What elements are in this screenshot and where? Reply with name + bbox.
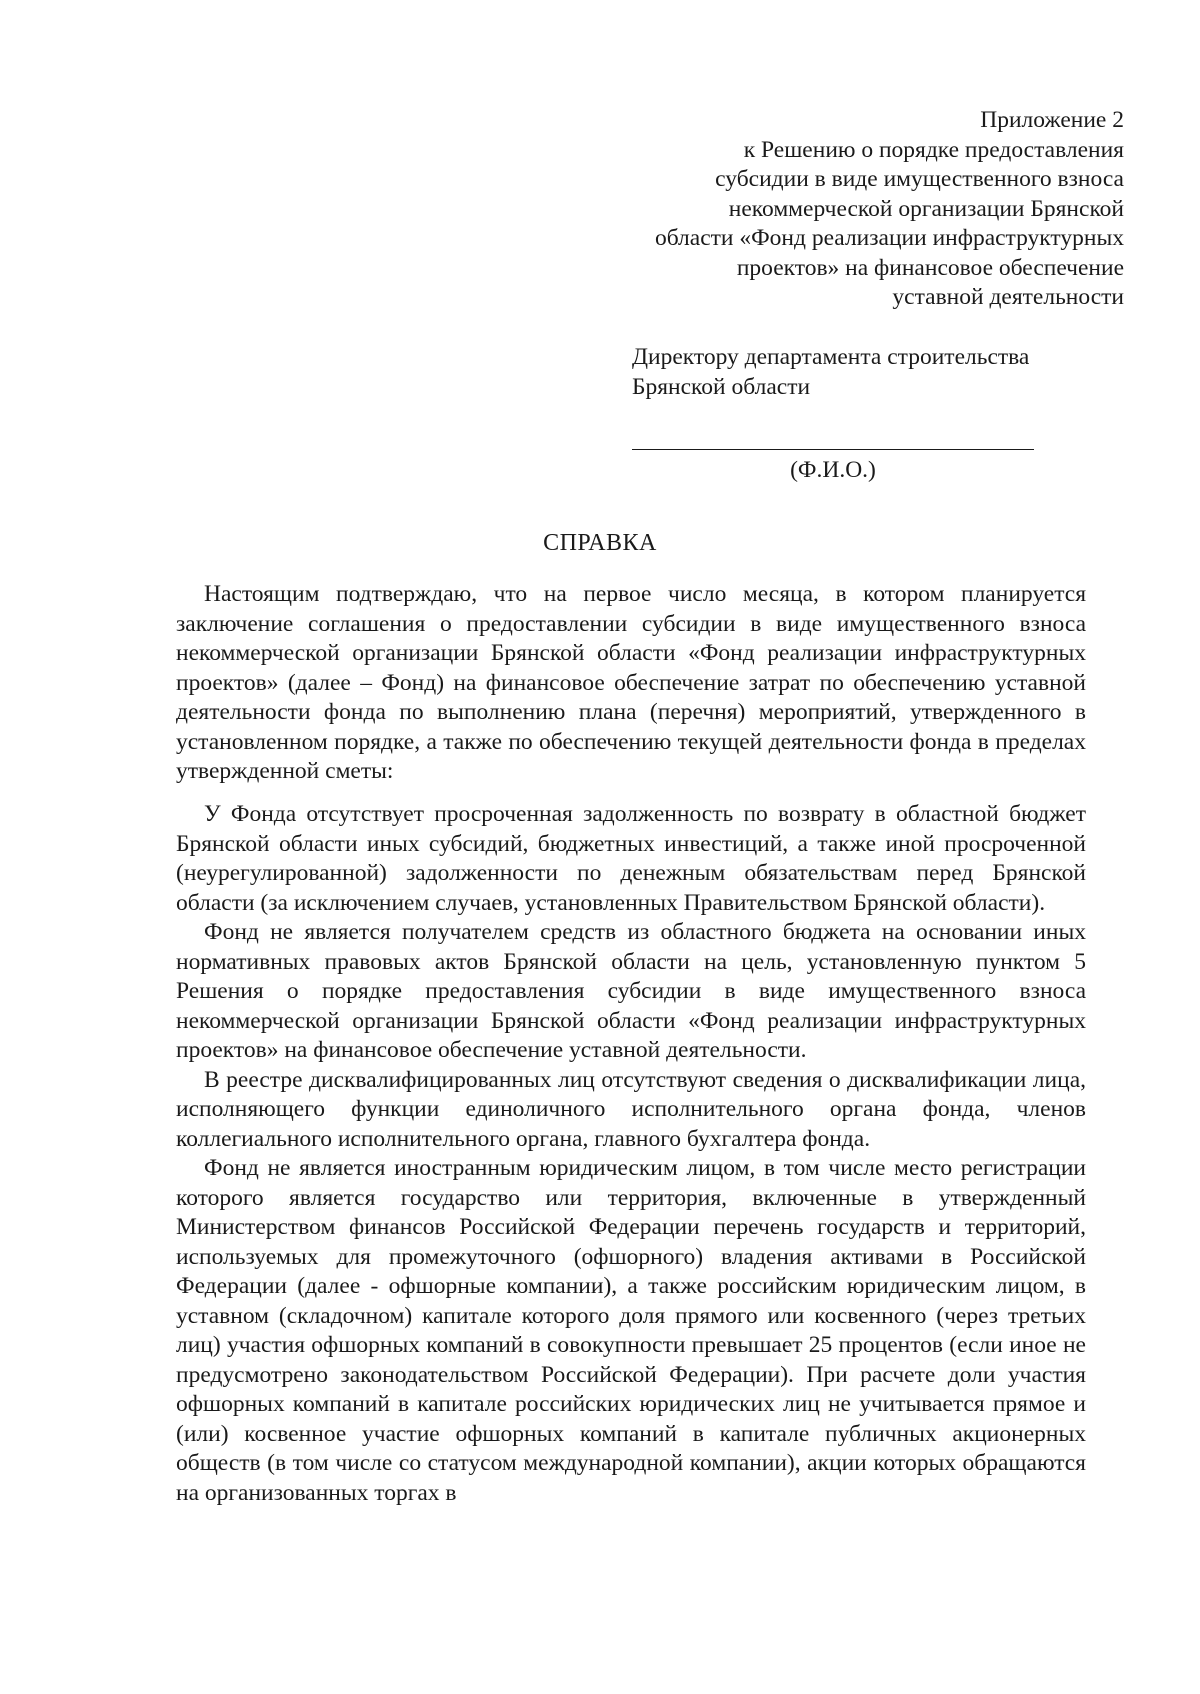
appendix-line: Приложение 2 bbox=[980, 107, 1124, 133]
document-title: СПРАВКА bbox=[543, 530, 657, 556]
fio-underline bbox=[632, 449, 1034, 450]
appendix-line: некоммерческой организации Брянской bbox=[728, 195, 1124, 222]
paragraph-intro: Настоящим подтверждаю, что на первое число месяца, в котором планируется заключение соглашения о предоставлении субсидии в виде имущественного взноса некоммерческой организации Брянской области «Фонд реализации инфраструктурных проектов» (далее – Фонд) на финансовое обеспечение затрат по обеспечению уставной деятельности фонда по выполнению плана (перечня) мероприятий, утвержденного в установленном порядке, а также по обеспечению текущей деятельности фонда в пределах утвержденной сметы: bbox=[176, 581, 1086, 784]
paragraph-not-recipient: Фонд не является получателем средств из областного бюджета на основании иных нормативных правовых актов Брянской области на цель, установленную пунктом 5 Решения о порядке предоставления субсидии в виде имущественного взноса некоммерческой организации Брянской области «Фонд реализации инфраструктурных проектов» на финансовое обеспечение уставной деятельности. bbox=[176, 919, 1086, 1063]
fio-caption: (Ф.И.О.) bbox=[790, 457, 876, 483]
paragraph-no-debt: У Фонда отсутствует просроченная задолженность по возврату в областной бюджет Брянской области иных субсидий, бюджетных инвестиций, а также иной просроченной (неурегулированной) задолженности по денежным обязательствам перед Брянской области (за исключением случаев, установленных Правительством Брянской области). bbox=[176, 801, 1086, 916]
intro-block bbox=[176, 580, 1086, 787]
appendix-line: области «Фонд реализации инфраструктурных bbox=[654, 225, 1124, 251]
appendix-line: проектов» на финансовое обеспечение bbox=[736, 254, 1124, 281]
appendix-header bbox=[564, 106, 1124, 313]
addressee-line: Брянской области bbox=[632, 374, 811, 400]
appendix-line: субсидии в виде имущественного взноса bbox=[715, 166, 1124, 192]
addressee-line: Директору департамента строительства bbox=[632, 344, 1030, 370]
appendix-line: к Решению о порядке предоставления bbox=[743, 136, 1124, 163]
appendix-line: уставной деятельности bbox=[892, 284, 1124, 310]
statements-block bbox=[176, 800, 1086, 1508]
addressee-block bbox=[632, 342, 1112, 402]
paragraph-offshore: Фонд не является иностранным юридическим лицом, в том числе место регистрации которого является государство или территория, включенные в утвержденный Министерством финансов Российской Федерации перечень государств и территорий, используемых для промежуточного (офшорного) владения активами в Российской Федерации (далее - офшорные компании), а также российским юридическим лицом, в уставном (складочном) капитале которого доля прямого или косвенного (через третьих лиц) участия офшорных компаний в совокупности превышает 25 процентов (если иное не предусмотрено законодательством Российской Федерации). При расчете доли участия офшорных компаний в капитале российских юридических лиц не учитывается прямое и (или) косвенное участие офшорных компаний в капитале публичных акционерных обществ (в том числе со статусом международной компании), акции которых обращаются на организованных торгах в bbox=[176, 1155, 1086, 1506]
paragraph-disqualification: В реестре дисквалифицированных лиц отсутствуют сведения о дисквалификации лица, исполняющего функции единоличного исполнительного органа фонда, членов коллегиального исполнительного органа, главного бухгалтера фонда. bbox=[176, 1066, 1086, 1152]
